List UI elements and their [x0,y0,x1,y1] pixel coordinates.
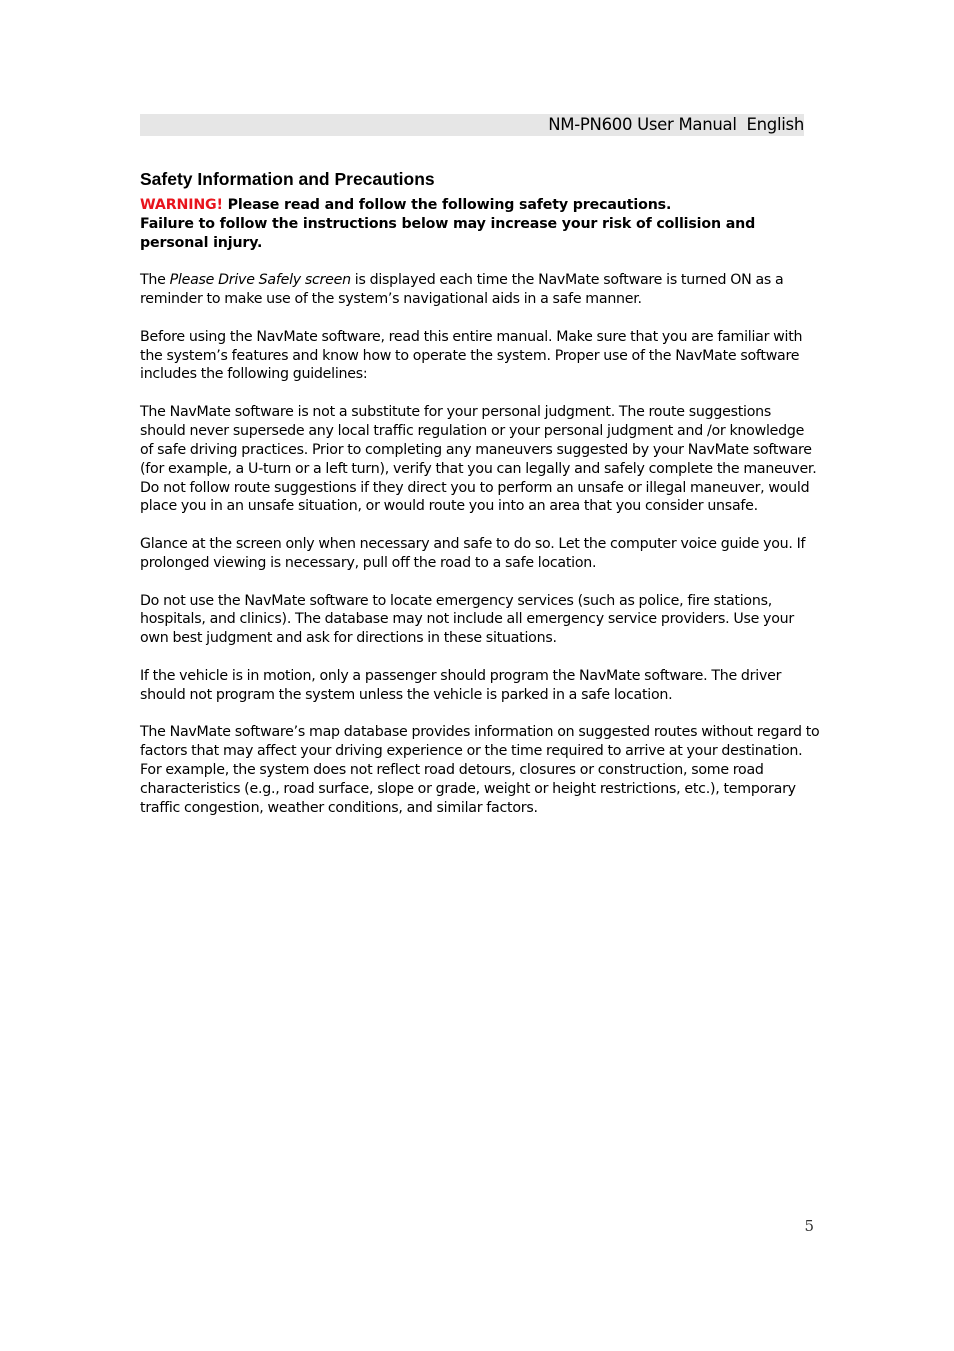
warning-line-1: Please read and follow the following safety precautions. [222,197,672,213]
paragraph-read-manual: Before using the NavMate software, read this entire manual. Make sure that you are familiar with the system’s features and know how to operate the system. Proper use of the NavMate software includes the following guidelines: [140,328,803,383]
warning-block [140,196,820,252]
spacer [140,309,820,328]
spacer [140,648,820,667]
spacer [140,573,820,592]
header-band [140,114,804,136]
paragraph-personal-judgment: The NavMate software is not a substitute for your personal judgment. The route suggestions should never supersede any local traffic regulation or your personal judgment and /or knowledge of safe driving practices. Prior to completing any maneuvers suggested by your NavMate software (for example, a U-turn or a left turn), verify that you can legally and safely complete the maneuver. Do not follow route suggestions if they direct you to perform an unsafe or illegal maneuver, would place you in an unsafe situation, or would route you into an area that you consider unsafe. [140,404,817,515]
spacer [140,516,820,535]
paragraph-1-prefix: The [140,272,170,289]
paragraph-1-italic: Please Drive Safely screen [169,272,351,289]
paragraph-map-database: The NavMate software’s map database provides information on suggested routes without regard to factors that may affect your driving experience or the time required to arrive at your destination. For example, the system does not reflect road detours, closures or construction, some road characteristics (e.g., road surface, slope or grade, weight or height restrictions, etc.), temporary traffic congestion, weather conditions, and similar factors. [140,724,820,816]
paragraph-glance-screen: Glance at the screen only when necessary and safe to do so. Let the computer voice guide you. If prolonged viewing is necessary, pull off the road to a safe location. [140,536,806,571]
paragraph-1-suffix: is displayed each time the NavMate software is turned ON as a reminder to make use of the system’s navigational aids in a safe manner. [140,272,784,308]
spacer [140,252,820,271]
paragraph-drive-safely [140,271,820,309]
section-title: Safety Information and Precautions [140,169,435,189]
paragraph-vehicle-motion: If the vehicle is in motion, only a passenger should program the NavMate software. The driver should not program the system unless the vehicle is parked in a safe location. [140,667,782,703]
page-number: 5 [804,1217,814,1235]
page-content [140,168,820,818]
document-header-title: NM-PN600 User Manual English [548,115,804,134]
spacer [140,384,820,403]
warning-line-2: Failure to follow the instructions below may increase your risk of collision and personal injury. [140,215,756,251]
warning-label: WARNING! [140,197,223,213]
paragraph-emergency-services: Do not use the NavMate software to locate emergency services (such as police, fire stations, hospitals, and clinics). The database may not include all emergency service providers. Use your own best judgment and ask for directions in these situations. [140,592,794,647]
spacer [140,705,820,724]
